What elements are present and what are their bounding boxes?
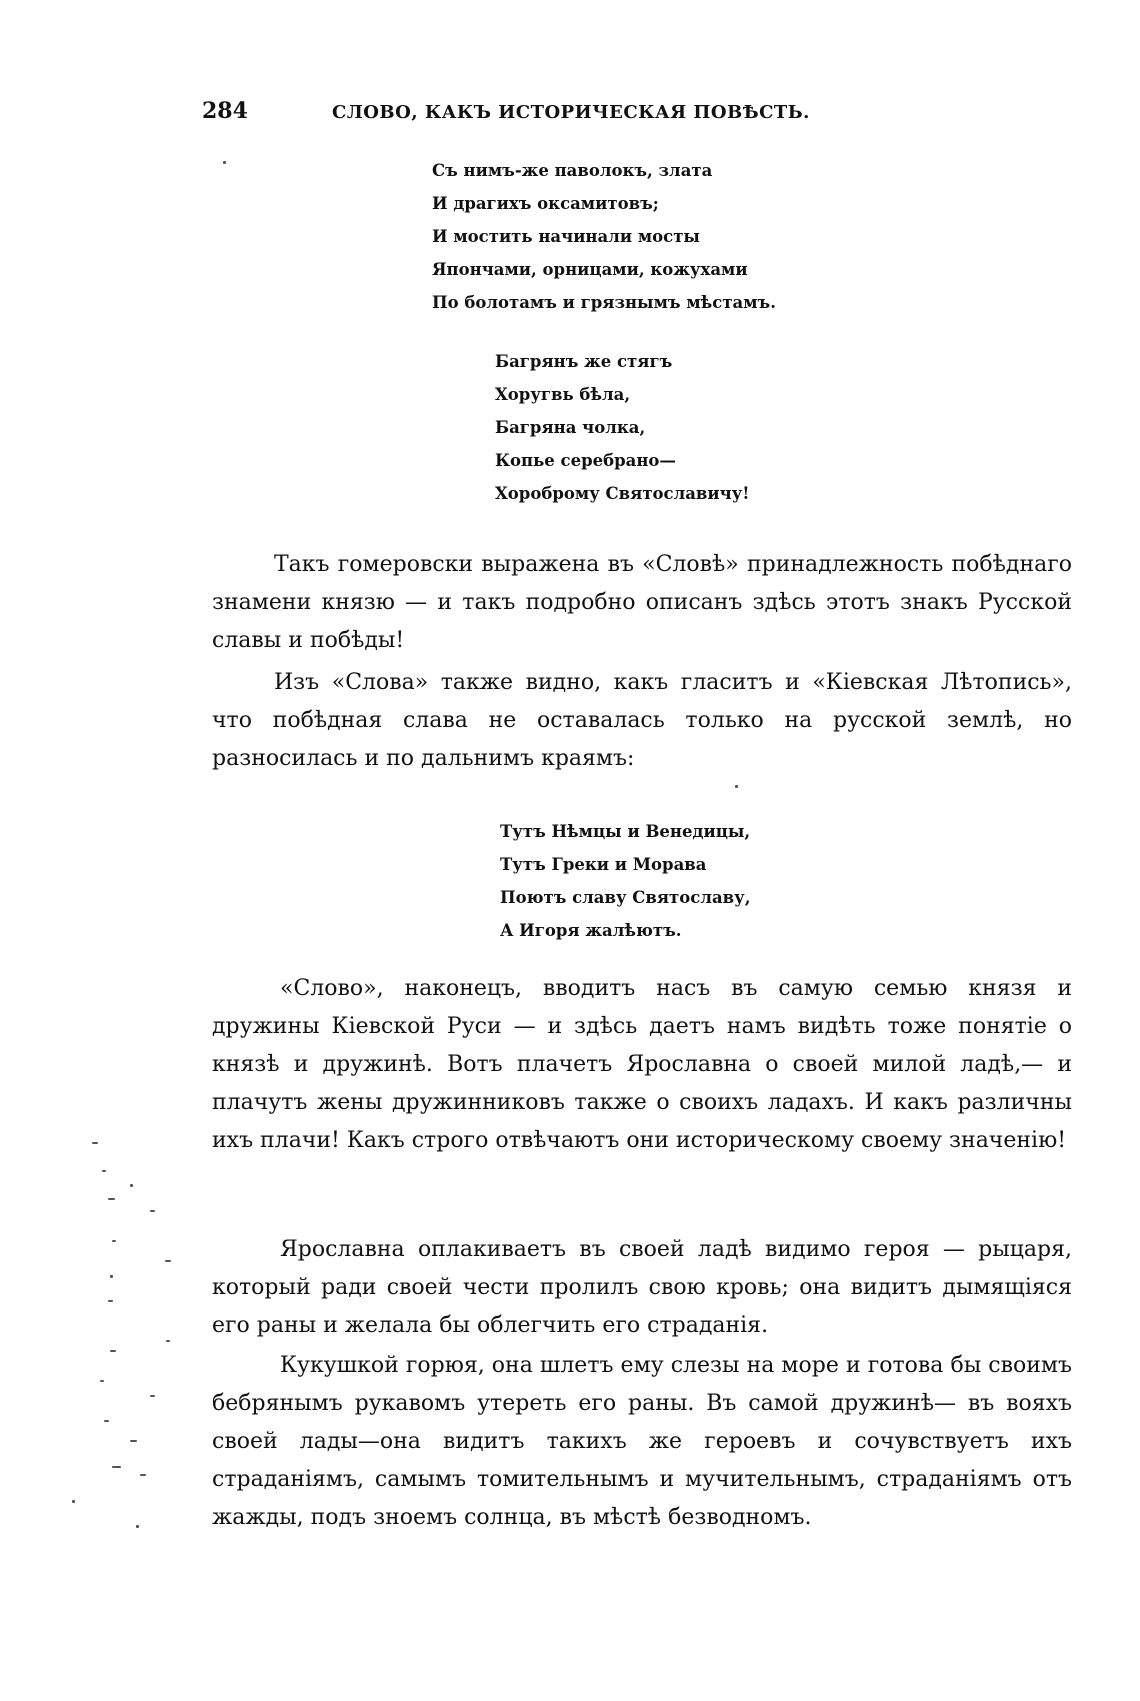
scan-speck bbox=[104, 1420, 109, 1422]
scan-speck bbox=[100, 1380, 104, 1382]
verse-line: Хороброму Святославичу! bbox=[495, 484, 750, 503]
scan-speck bbox=[150, 1210, 155, 1212]
paragraph: «Слово», наконецъ, вводитъ насъ въ самую семью князя и дружины Кіевской Руси — и здѣсь даетъ намъ видѣть тоже понятіе о князѣ и дружинѣ. Вотъ плачетъ Ярославна о своей милой ладѣ,— и плачутъ жены дружинниковъ также о своихъ ладахъ. И какъ различны ихъ плачи! Какъ строго отвѣчаютъ они историческому своему значенію! bbox=[212, 976, 1072, 1153]
verse-block-3 bbox=[500, 815, 750, 947]
paragraph: Изъ «Слова» также видно, какъ гласитъ и «Кіевская Лѣтопись», что побѣдная слава не оставалась только на русской землѣ, но разносилась и по дальнимъ краямъ: bbox=[212, 670, 1072, 771]
verse-line: Япончами, орницами, кожухами bbox=[432, 260, 748, 279]
scan-speck bbox=[735, 785, 738, 788]
verse-block-2 bbox=[495, 345, 750, 510]
paragraph: Ярославна оплакиваетъ въ своей ладѣ видимо героя — рыцаря, который ради своей чести пролилъ свою кровь; она видитъ дымящіяся его раны и желала бы облегчить его страданія. bbox=[212, 1237, 1072, 1338]
scan-speck bbox=[108, 1198, 115, 1200]
scan-speck bbox=[166, 1340, 170, 1342]
verse-line: Поютъ славу Святославу, bbox=[500, 888, 751, 907]
scan-speck bbox=[92, 1142, 98, 1144]
scan-speck bbox=[110, 1275, 113, 1278]
verse-line: Багряна чолка, bbox=[495, 418, 646, 437]
verse-line: Тутъ Нѣмцы и Венедицы, bbox=[500, 822, 751, 841]
scan-speck bbox=[130, 1440, 137, 1442]
scan-speck bbox=[110, 1350, 116, 1352]
scan-speck bbox=[223, 161, 226, 164]
paragraph: Кукушкой горюя, она шлетъ ему слезы на море и готова бы своимъ бебрянымъ рукавомъ утереть его раны. Въ самой дружинѣ— въ вояхъ своей лады—она видитъ такихъ же героевъ и сочувствуетъ ихъ страданіямъ, самымъ томительнымъ и мучительнымъ, страданіямъ отъ жажды, подъ зноемъ солнца, въ мѣстѣ безводномъ. bbox=[212, 1353, 1072, 1530]
verse-line: Хоругвь бѣла, bbox=[495, 385, 631, 404]
paragraph: Такъ гомеровски выражена въ «Словѣ» принадлежность побѣднаго знамени князю — и такъ подробно описанъ здѣсь этотъ знакъ Русской славы и побѣды! bbox=[212, 552, 1072, 653]
verse-line: Багрянъ же стягъ bbox=[495, 352, 673, 371]
running-title: СЛОВО, КАКЪ ИСТОРИЧЕСКАЯ ПОВѢСТЬ. bbox=[332, 102, 810, 123]
scan-speck bbox=[108, 1300, 113, 1302]
verse-block-1 bbox=[432, 154, 776, 319]
scan-speck bbox=[102, 1170, 106, 1172]
scan-speck bbox=[136, 1525, 139, 1528]
scan-speck bbox=[72, 1500, 75, 1503]
scan-speck bbox=[112, 1466, 121, 1468]
verse-line: Тутъ Греки и Морава bbox=[500, 855, 707, 874]
page-header bbox=[202, 98, 882, 128]
verse-line: По болотамъ и грязнымъ мѣстамъ. bbox=[432, 293, 776, 312]
verse-line: Копье серебрано— bbox=[495, 451, 676, 470]
scan-speck bbox=[150, 1395, 155, 1397]
verse-line: И драгихъ оксамитовъ; bbox=[432, 194, 659, 213]
scan-speck bbox=[130, 1184, 133, 1187]
page-number: 284 bbox=[202, 98, 248, 124]
verse-line: Съ нимъ-же паволокъ, злата bbox=[432, 161, 713, 180]
scan-speck bbox=[165, 1260, 171, 1262]
scan-speck bbox=[112, 1240, 116, 1242]
scan-speck bbox=[140, 1474, 146, 1476]
verse-line: И мостить начинали мосты bbox=[432, 227, 700, 246]
verse-line: А Игоря жалѣютъ. bbox=[500, 921, 682, 940]
